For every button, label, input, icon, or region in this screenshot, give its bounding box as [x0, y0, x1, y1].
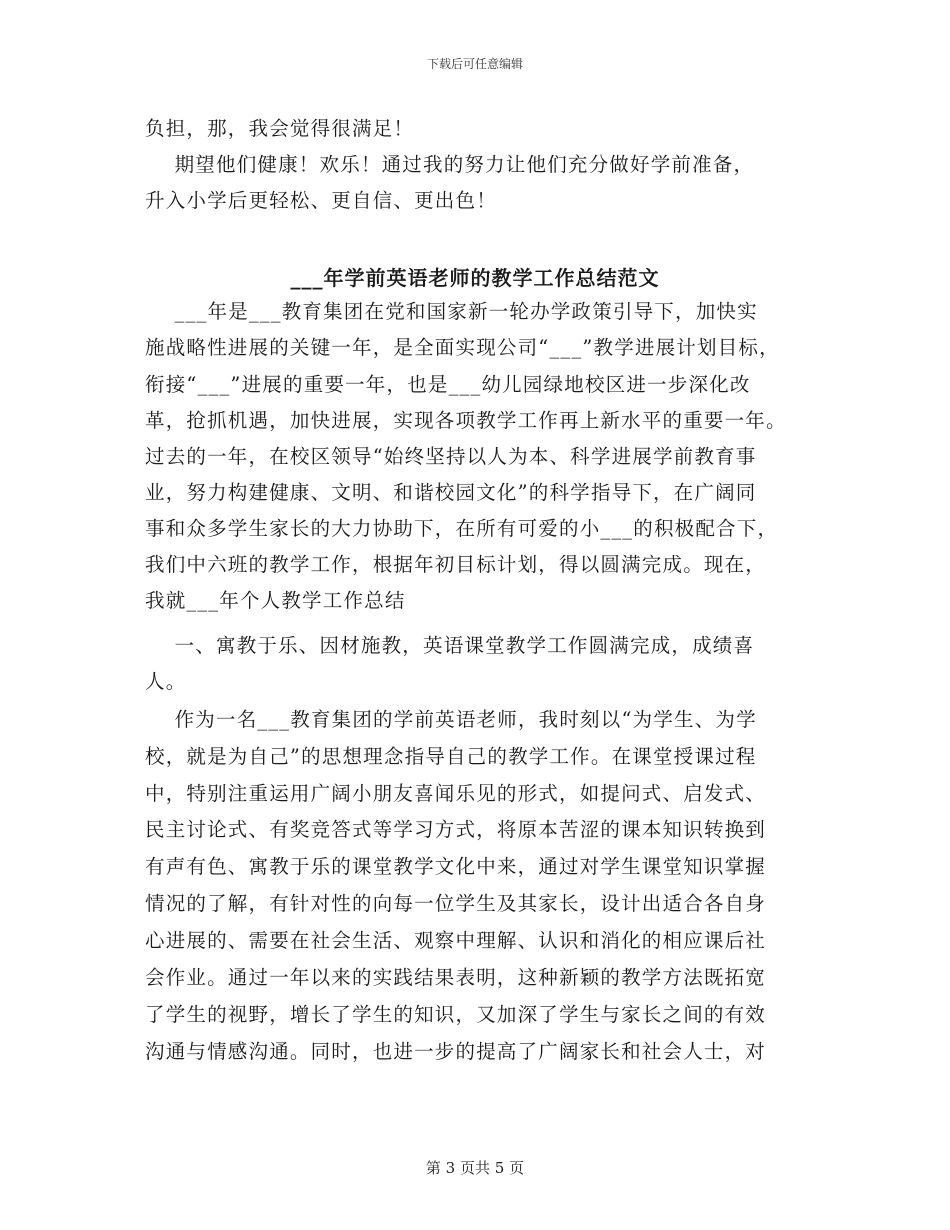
text-line: 有声有色、寓教于乐的课堂教学文化中来，通过对学生课堂知识掌握 [145, 855, 767, 878]
text-line: 人。 [145, 670, 187, 693]
text-line: 期望他们健康！欢乐！通过我的努力让他们充分做好学前准备， [145, 153, 755, 176]
text-line: 校，就是为自己”的思想理念指导自己的教学工作。在课堂授课过程 [145, 745, 757, 768]
text-line: 一、寓教于乐、因材施教，英语课堂教学工作圆满完成，成绩喜 [145, 634, 755, 657]
text-line: 施战略性进展的关键一年，是全面实现公司“___”教学进展计划目标， [145, 336, 780, 359]
text-line: 作为一名___教育集团的学前英语老师，我时刻以“为学生、为学 [145, 708, 757, 731]
text-line: ___年是___教育集团在党和国家新一轮办学政策引导下，加快实 [145, 300, 758, 323]
text-line: 中，特别注重运用广阔小朋友喜闻乐见的形式，如提问式、启发式、 [145, 782, 767, 805]
text-line: 会作业。通过一年以来的实践结果表明，这种新颖的教学方法既拓宽 [145, 966, 767, 989]
text-line: 负担，那，我会觉得很满足！ [145, 117, 415, 140]
text-line: 心进展的、需要在社会生活、观察中理解、认识和消化的相应课后社 [145, 929, 767, 952]
text-line: 过去的一年，在校区领导“始终坚持以人为本、科学进展学前教育事 [145, 445, 757, 468]
page-header: 下载后可任意编辑 [426, 57, 523, 71]
page-footer: 第 3 页共 5 页 [425, 1159, 525, 1177]
text-line: 情况的了解，有针对性的向每一位学生及其家长，设计出适合各自身 [145, 892, 767, 915]
text-line: 了学生的视野，增长了学生的知识，又加深了学生与家长之间的有效 [145, 1003, 767, 1026]
text-line: 衔接“___”进展的重要一年，也是___幼儿园绿地校区进一步深化改 [145, 373, 751, 396]
text-line: 沟通与情感沟通。同时，也进一步的提高了广阔家长和社会人士，对 [145, 1040, 767, 1063]
article-title: ___年学前英语老师的教学工作总结范文 [290, 266, 660, 290]
text-line: 民主讨论式、有奖竞答式等学习方式，将原本苦涩的课本知识转换到 [145, 818, 767, 841]
text-line: 我们中六班的教学工作，根据年初目标计划，得以圆满完成。现在， [145, 553, 767, 576]
text-line: 升入小学后更轻松、更自信、更出色！ [145, 189, 497, 212]
text-line: 我就___年个人教学工作总结 [145, 589, 406, 612]
text-line: 业，努力构建健康、文明、和谐校园文化”的科学指导下，在广阔同 [145, 481, 757, 504]
text-line: 事和众多学生家长的大力协助下，在所有可爱的小___的积极配合下， [145, 517, 779, 540]
text-line: 革，抢抓机遇，加快进展，实现各项教学工作再上新水平的重要一年。 [145, 409, 787, 432]
